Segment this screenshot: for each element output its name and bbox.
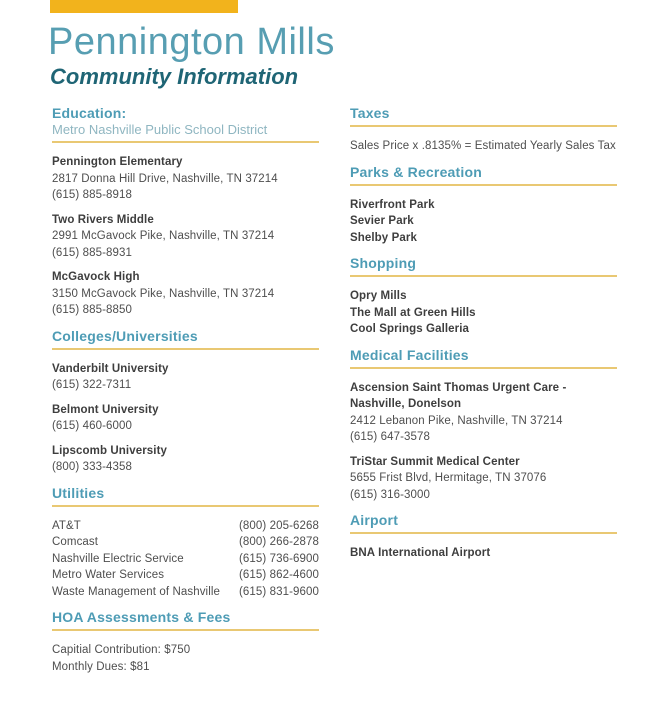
parks-heading: Parks & Recreation [350, 163, 482, 180]
facility-address: 2412 Lebanon Pike, Nashville, TN 37214 [350, 414, 563, 427]
left-column [52, 105, 319, 684]
section-utilities-header [52, 485, 319, 507]
utilities-heading: Utilities [52, 484, 105, 501]
college-phone: (800) 333-4358 [52, 461, 133, 474]
shopping-heading: Shopping [350, 255, 417, 272]
school-phone: (615) 885-8931 [52, 246, 133, 259]
medical-heading: Medical Facilities [350, 346, 469, 363]
hoa-capital-contribution: Capitial Contribution: $750 [52, 644, 191, 657]
medical-facility-entry [350, 454, 617, 504]
gold-accent-bar [50, 0, 238, 13]
utility-row [52, 518, 319, 535]
school-entry [52, 269, 319, 319]
content-columns [0, 89, 669, 684]
medical-facility-entry [350, 380, 617, 446]
college-name: Belmont University [52, 403, 159, 416]
utility-row [52, 567, 319, 584]
hoa-heading: HOA Assessments & Fees [52, 609, 231, 626]
shopping-venue-name: Cool Springs Galleria [350, 323, 470, 336]
facility-name: Ascension Saint Thomas Urgent Care - Nashville, Donelson [350, 381, 567, 411]
page-title: Pennington Mills [48, 21, 335, 63]
school-name: McGavock High [52, 271, 140, 284]
college-phone: (615) 460-6000 [52, 420, 133, 433]
utility-phone: (800) 205-6268 [238, 519, 319, 532]
section-airport-header [350, 512, 617, 534]
park-name: Sevier Park [350, 215, 414, 228]
facility-phone: (615) 316-3000 [350, 488, 431, 501]
section-utilities [52, 485, 319, 601]
taxes-heading: Taxes [350, 105, 390, 122]
school-name: Two Rivers Middle [52, 213, 154, 226]
college-entry [52, 402, 319, 435]
utility-row [52, 551, 319, 568]
college-phone: (615) 322-7311 [52, 379, 132, 392]
section-medical-header [350, 347, 617, 369]
section-parks [350, 164, 617, 247]
section-airport [350, 512, 617, 562]
section-education-header [52, 105, 319, 143]
section-shopping-header [350, 255, 617, 277]
tax-formula: Sales Price x .8135% = Estimated Yearly Sales Tax [350, 140, 616, 153]
section-hoa [52, 609, 319, 675]
school-address: 3150 McGavock Pike, Nashville, TN 37214 [52, 287, 275, 300]
shopping-venue-name: Opry Mills [350, 290, 407, 303]
section-colleges [52, 328, 319, 476]
facility-name: TriStar Summit Medical Center [350, 455, 520, 468]
facility-phone: (615) 647-3578 [350, 431, 431, 444]
school-entry [52, 212, 319, 262]
school-entry [52, 154, 319, 204]
college-entry [52, 361, 319, 394]
section-hoa-header [52, 609, 319, 631]
utility-name: Nashville Electric Service [52, 552, 184, 565]
shopping-venue-name: The Mall at Green Hills [350, 306, 476, 319]
section-parks-header [350, 164, 617, 186]
facility-address: 5655 Frist Blvd, Hermitage, TN 37076 [350, 472, 547, 485]
education-heading: Education: [52, 105, 127, 122]
utility-phone: (615) 736-6900 [238, 552, 319, 565]
school-address: 2991 McGavock Pike, Nashville, TN 37214 [52, 230, 275, 243]
utility-name: AT&T [52, 519, 81, 532]
school-address: 2817 Donna Hill Drive, Nashville, TN 37214 [52, 172, 278, 185]
airport-heading: Airport [350, 512, 399, 529]
school-phone: (615) 885-8850 [52, 304, 133, 317]
utility-phone: (615) 862-4600 [238, 569, 319, 582]
hoa-monthly-dues: Monthly Dues: $81 [52, 660, 150, 673]
right-column [350, 105, 617, 571]
park-name: Riverfront Park [350, 198, 435, 211]
school-district-label: Metro Nashville Public School District [52, 122, 268, 138]
utility-row [52, 584, 319, 601]
utility-name: Metro Water Services [52, 569, 165, 582]
section-taxes [350, 105, 617, 155]
utility-name: Comcast [52, 536, 99, 549]
page-subtitle: Community Information [50, 63, 299, 89]
utility-phone: (615) 831-9600 [238, 585, 319, 598]
colleges-heading: Colleges/Universities [52, 327, 198, 344]
college-entry [52, 443, 319, 476]
section-shopping [350, 255, 617, 338]
park-name: Shelby Park [350, 231, 417, 244]
section-taxes-header [350, 105, 617, 127]
section-colleges-header [52, 328, 319, 350]
section-education [52, 105, 319, 319]
utility-name: Waste Management of Nashville [52, 585, 221, 598]
college-name: Lipscomb University [52, 444, 168, 457]
school-name: Pennington Elementary [52, 156, 183, 169]
college-name: Vanderbilt University [52, 362, 169, 375]
utility-phone: (800) 266-2878 [238, 536, 319, 549]
airport-name: BNA International Airport [350, 547, 491, 560]
school-phone: (615) 885-8918 [52, 189, 133, 202]
section-medical [350, 347, 617, 504]
utility-row [52, 534, 319, 551]
